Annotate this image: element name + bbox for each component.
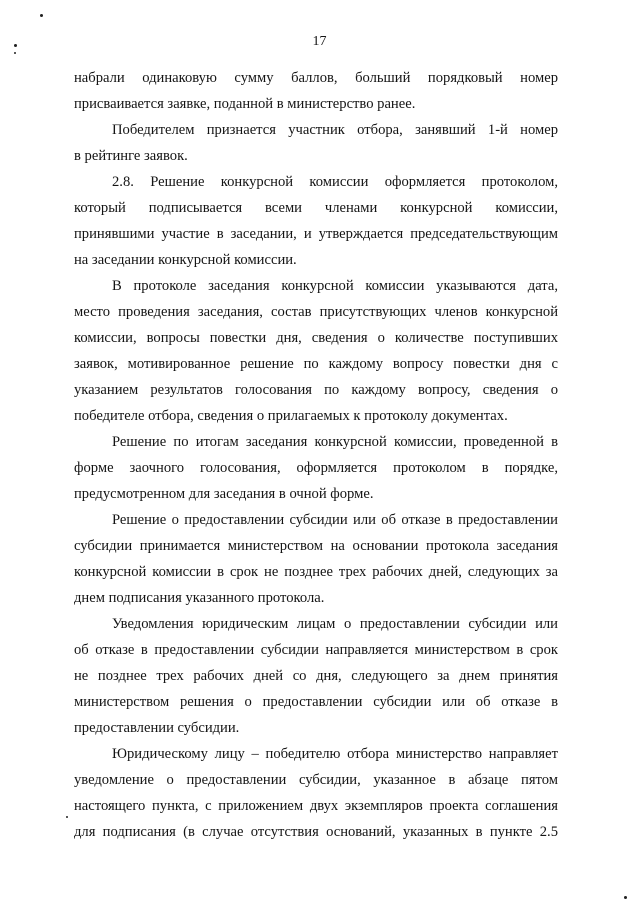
- text-line: предоставлении субсидии.: [74, 720, 240, 736]
- text-line: 2.8. Решение конкурсной комиссии оформляется протоколом,: [112, 174, 558, 190]
- text-line: настоящего пункта, с приложением двух экземпляров проекта соглашения: [74, 798, 558, 814]
- text-line: в рейтинге заявок.: [74, 148, 188, 164]
- text-line: который подписывается всеми членами конкурсной комиссии,: [74, 200, 558, 216]
- text-line: на заседании конкурсной комиссии.: [74, 252, 297, 268]
- scan-speck: [40, 14, 43, 17]
- text-line: Юридическому лицу – победителю отбора министерство направляет: [112, 746, 558, 762]
- text-line: присваивается заявке, поданной в министерство ранее.: [74, 96, 416, 112]
- text-line: об отказе в предоставлении субсидии направляется министерством в срок: [74, 642, 558, 658]
- text-line: Победителем признается участник отбора, занявший 1-й номер: [112, 122, 558, 138]
- text-line: принявшими участие в заседании, и утверждается председательствующим: [74, 226, 558, 242]
- text-line: предусмотренном для заседания в очной форме.: [74, 486, 374, 502]
- text-line: указанием результатов голосования по каждому вопросу, сведения о: [74, 382, 558, 398]
- text-line: конкурсной комиссии в срок не позднее трех рабочих дней, следующих за: [74, 564, 558, 580]
- text-line: Решение по итогам заседания конкурсной комиссии, проведенной в: [112, 434, 558, 450]
- text-line: Решение о предоставлении субсидии или об отказе в предоставлении: [112, 512, 558, 528]
- text-line: победителе отбора, сведения о прилагаемых к протоколу документах.: [74, 408, 508, 424]
- text-line: субсидии принимается министерством на основании протокола заседания: [74, 538, 558, 554]
- text-line: В протоколе заседания конкурсной комиссии указываются дата,: [112, 278, 558, 294]
- text-line: комиссии, вопросы повестки дня, сведения о количестве поступивших: [74, 330, 558, 346]
- text-line: место проведения заседания, состав присутствующих членов конкурсной: [74, 304, 558, 320]
- scan-speck: [66, 816, 68, 818]
- scan-speck: [624, 896, 627, 899]
- text-line: заявок, мотивированное решение по каждому вопросу повестки дня с: [74, 356, 558, 372]
- text-line: Уведомления юридическим лицам о предоставлении субсидии или: [112, 616, 558, 632]
- text-line: уведомление о предоставлении субсидии, указанное в абзаце пятом: [74, 772, 558, 788]
- scan-speck: [14, 52, 16, 54]
- text-line: набрали одинаковую сумму баллов, больший порядковый номер: [74, 70, 558, 86]
- text-line: министерством решения о предоставлении субсидии или об отказе в: [74, 694, 558, 710]
- text-line: не позднее трех рабочих дней со дня, следующего за днем принятия: [74, 668, 558, 684]
- text-line: для подписания (в случае отсутствия оснований, указанных в пункте 2.5: [74, 824, 558, 840]
- text-line: днем подписания указанного протокола.: [74, 590, 325, 606]
- text-line: форме заочного голосования, оформляется протоколом в порядке,: [74, 460, 558, 476]
- page-number: 17: [312, 34, 327, 49]
- scan-speck: [14, 44, 17, 47]
